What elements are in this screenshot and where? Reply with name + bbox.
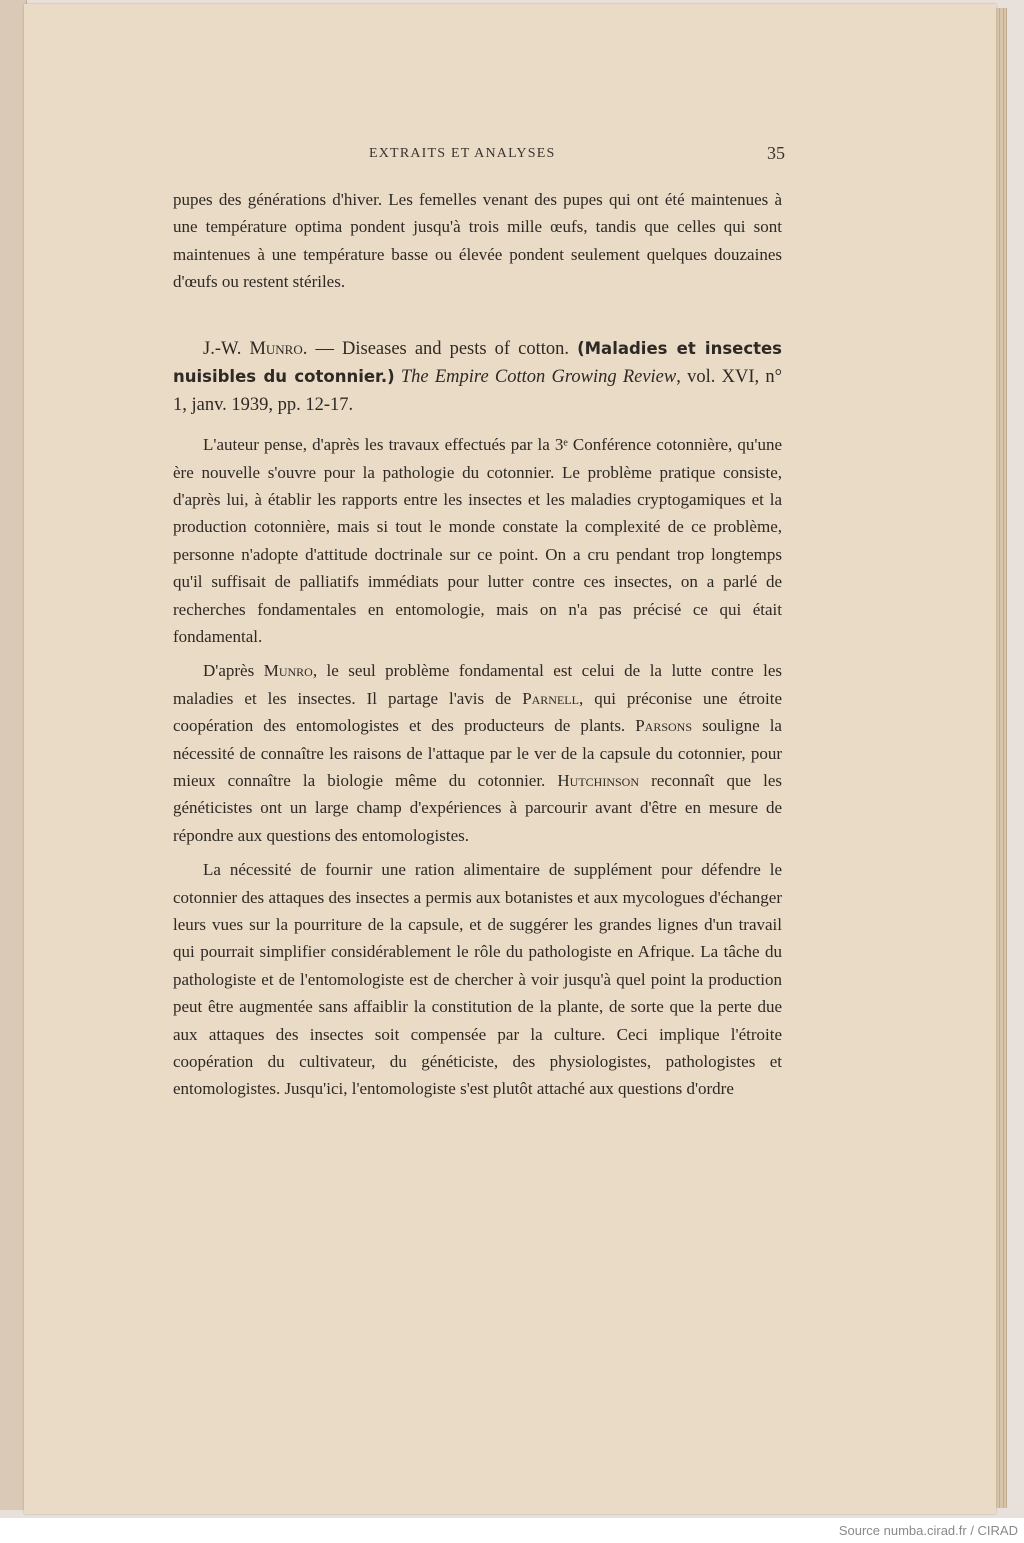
- page-number: 35: [767, 143, 785, 163]
- author-name: Parsons: [635, 716, 693, 736]
- ref-title-french: (Maladies et insectes nuisibles du cotonnier.): [173, 338, 783, 387]
- text-run: , qui préconise une étroite coopération des entomologistes et des producteurs de plants.: [173, 688, 783, 736]
- paragraph: L'auteur pense, d'après les travaux effectués par la 3ᵉ Conférence cotonnière, qu'une ère nouvelle s'ouvre pour la pathologie du cotonnier. Le problème pratique consiste, d'après lui, à établir les rapports entre les insectes et les maladies cryptogamiques et la production cotonnière, mais si tout le monde constate la complexité de ce problème, personne n'adopte d'attitude doctrinale sur ce point. On a cru pendant trop longtemps qu'il suffisait de palliatifs immédiats pour lutter contre ces insectes, on a parlé de recherches fondamentales en entomologie, mais on n'a pas précisé ce qui était fondamental.: [173, 435, 782, 646]
- ref-journal: The Empire Cotton Growing Review: [394, 367, 677, 388]
- ref-author: Munro: [249, 338, 303, 359]
- paragraph: [173, 657, 782, 849]
- text-run: reconnaît que les généticistes ont un large champ d'expériences à parcourir avant d'être en mesure de répondre aux questions des entomologistes.: [173, 771, 782, 845]
- author-name: Parnell: [522, 688, 579, 708]
- paragraph: La nécessité de fournir une ration alimentaire de supplément pour défendre le cotonnier des attaques des insectes a permis aux botanistes et aux mycologues d'échanger leurs vues sur la pourriture de la capsule, et de suggérer les grandes lignes d'un travail qui pourrait simplifier considérablement le rôle du pathologiste en Afrique. La tâche du pathologiste et de l'entomologiste est de chercher à voir jusqu'à quel point la production peut être augmentée sans affaiblir la constitution de la plante, de sorte que la perte due aux attaques des insectes soit compensée par la culture. Ceci implique l'étroite coopération du cultivateur, du généticiste, des physiologistes, pathologistes et entomologistes. Jusqu'ici, l'entomologiste s'est plutôt attaché aux questions d'ordre: [173, 860, 782, 1099]
- text-run: , le seul problème fondamental est celui de la lutte contre les maladies et les insectes. Il partage l'avis de: [173, 661, 782, 708]
- ref-author-initials: J.-W.: [203, 338, 242, 359]
- source-credit: Source numba.cirad.fr / CIRAD: [838, 1523, 1018, 1538]
- page-edge: [1004, 8, 1007, 1508]
- page-body: [173, 186, 782, 1103]
- author-name: Hutchinson: [557, 771, 640, 790]
- text-run: souligne la nécessité de connaître les raisons de l'attaque par le ver de la capsule du cotonnier, pour mieux connaître la biologie même du cotonnier.: [173, 716, 782, 790]
- facing-page-edge: [0, 0, 27, 1510]
- ref-title-english: Diseases and pests of cotton.: [342, 338, 578, 359]
- ref-details: , vol. XVI, n° 1, janv. 1939, pp. 12-17.: [173, 367, 782, 415]
- ref-dash: . —: [302, 338, 343, 359]
- section-title: EXTRAITS ET ANALYSES: [369, 146, 556, 161]
- text-run: D'après: [203, 661, 264, 681]
- running-header: [173, 143, 785, 166]
- bibliographic-reference: [173, 335, 782, 420]
- author-name: Munro: [263, 661, 313, 681]
- paragraph-continuation: pupes des générations d'hiver. Les femelles venant des pupes qui ont été maintenues à une température optima pondent jusqu'à trois mille œufs, tandis que celles qui sont maintenues à une température basse ou élevée pondent seulement quelques douzaines d'œufs ou restent stériles.: [173, 190, 782, 292]
